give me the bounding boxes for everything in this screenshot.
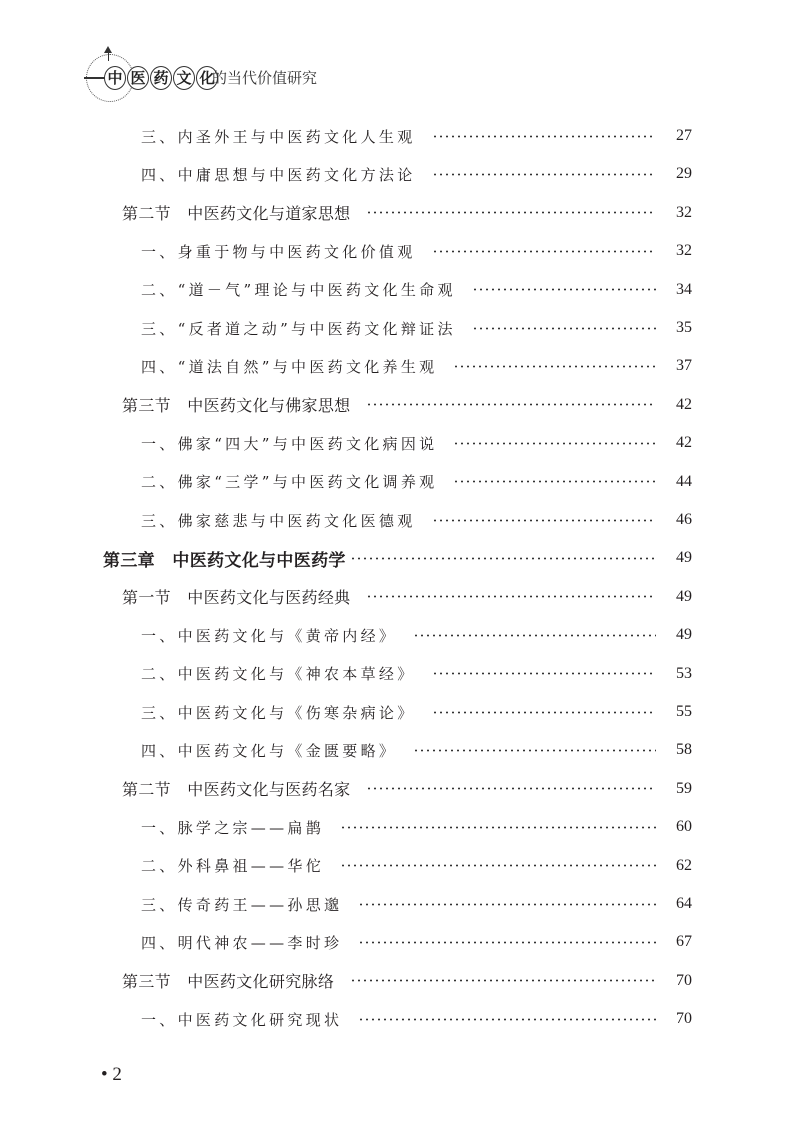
toc-entry-title: 一、脉学之宗——扁鹊 (141, 818, 325, 837)
toc-entry-page: 64 (676, 895, 692, 912)
toc-entry-title: 三、中医药文化与《伤寒杂病论》 (141, 703, 416, 722)
toc-entry-page: 32 (676, 203, 692, 221)
dot-leader (432, 711, 656, 714)
toc-entry-page: 44 (676, 472, 692, 490)
dot-leader (432, 250, 656, 253)
toc-entry-page: 46 (676, 511, 692, 528)
toc-entry-section (122, 579, 692, 615)
book-title-rest: 的当代价值研究 (212, 69, 318, 87)
toc-entry-page: 55 (676, 703, 692, 720)
toc-entry-page: 67 (676, 933, 692, 951)
toc-entry-item (141, 502, 692, 538)
header-rule (84, 77, 106, 79)
title-seal-char: 药 (150, 66, 172, 90)
toc-entry-item (141, 848, 692, 884)
toc-entry-item (141, 886, 692, 922)
toc-entry-title: 四、明代神农——李时珍 (141, 933, 343, 952)
dot-leader (366, 787, 656, 790)
dot-leader (432, 173, 656, 176)
toc-entry-title: 三、内圣外王与中医药文化人生观 (141, 127, 416, 146)
toc-entry-item (141, 656, 692, 692)
dot-leader (453, 480, 656, 483)
toc-entry-title: 二、佛家“三学”与中医药文化调养观 (141, 473, 438, 492)
title-seal-char: 化 (196, 66, 218, 90)
toc-entry-page: 60 (676, 818, 692, 836)
dot-leader (432, 672, 656, 675)
toc-entry-section (122, 195, 692, 231)
toc-entry-title: 一、身重于物与中医药文化价值观 (141, 242, 416, 261)
dot-leader (358, 1018, 656, 1021)
book-title-seals (104, 66, 218, 90)
dot-leader (413, 749, 656, 752)
toc-entry-title: 四、中医药文化与《金匮要略》 (141, 741, 398, 760)
toc-entry-title: 二、外科鼻祖——华佗 (141, 857, 325, 876)
toc-entry-title: 三、“反者道之动”与中医药文化辩证法 (141, 319, 456, 338)
toc-entry-title: 一、中医药文化与《黄帝内经》 (141, 626, 398, 645)
toc-entry-item (141, 425, 692, 461)
dot-leader (340, 864, 656, 867)
dot-leader (366, 211, 656, 214)
toc-entry-page: 29 (676, 165, 692, 183)
toc-entry-page: 42 (676, 395, 692, 413)
dot-leader (366, 595, 656, 598)
toc-entry-page: 53 (676, 664, 692, 682)
toc-entry-item (141, 464, 692, 500)
toc-entry-item (141, 310, 692, 346)
toc-entry-page: 27 (676, 127, 692, 144)
toc-entry-page: 49 (676, 626, 692, 644)
toc-entry-title: 第二节 中医药文化与医药名家 (122, 780, 351, 800)
dot-leader (432, 519, 656, 522)
toc-entry-title: 二、“道－气”理论与中医药文化生命观 (141, 281, 456, 300)
toc-entry-title: 二、中医药文化与《神农本草经》 (141, 665, 416, 684)
page-number: • 2 (101, 1064, 122, 1085)
dot-leader (350, 979, 656, 982)
toc-entry-title: 四、中庸思想与中医药文化方法论 (141, 165, 416, 184)
toc-entry-item (141, 732, 692, 768)
toc-entry-section (122, 963, 692, 999)
toc-entry-title: 三、传奇药王——孙思邈 (141, 895, 343, 914)
toc-entry-page: 58 (676, 741, 692, 759)
dot-leader (350, 557, 656, 560)
toc-entry-page: 34 (676, 280, 692, 298)
toc-entry-title: 第三节 中医药文化研究脉络 (122, 972, 335, 992)
toc-entry-title: 三、佛家慈悲与中医药文化医德观 (141, 511, 416, 530)
toc-entry-page: 70 (676, 971, 692, 989)
toc-entry-page: 49 (676, 587, 692, 605)
dot-leader (453, 365, 656, 368)
toc-entry-page: 42 (676, 434, 692, 452)
toc-entry-page: 37 (676, 357, 692, 375)
toc-entry-page: 59 (676, 779, 692, 797)
toc-entry-item (141, 118, 692, 154)
toc-entry-item (141, 1001, 692, 1037)
toc-entry-title: 一、佛家“四大”与中医药文化病因说 (141, 434, 438, 453)
dot-leader (472, 327, 656, 330)
dot-leader (366, 403, 656, 406)
toc-entry-page: 35 (676, 319, 692, 336)
toc-entry-title: 第三章 中医药文化与中医药学 (103, 550, 346, 571)
toc-entry-item (141, 156, 692, 192)
toc-entry-item (141, 348, 692, 384)
title-seal-char: 中 (104, 66, 126, 90)
toc-entry-title: 一、中医药文化研究现状 (141, 1010, 343, 1029)
toc-entry-title: 四、“道法自然”与中医药文化养生观 (141, 357, 438, 376)
title-seal-char: 医 (127, 66, 149, 90)
dot-leader (453, 442, 656, 445)
toc-entry-section (122, 387, 692, 423)
compass-pointer-icon (104, 46, 112, 53)
title-seal-char: 文 (173, 66, 195, 90)
toc-entry-item (141, 694, 692, 730)
running-header (84, 46, 344, 106)
toc-entry-title: 第三节 中医药文化与佛家思想 (122, 396, 351, 416)
toc-entry-title: 第二节 中医药文化与道家思想 (122, 204, 351, 224)
toc-entry-page: 49 (676, 549, 692, 567)
toc-entry-item (141, 617, 692, 653)
toc-entry-item (141, 924, 692, 960)
dot-leader (358, 903, 656, 906)
toc-entry-item (141, 809, 692, 845)
dot-leader (358, 941, 656, 944)
dot-leader (413, 634, 656, 637)
toc-entry-item (141, 233, 692, 269)
toc-entry-page: 62 (676, 856, 692, 874)
toc-entry-chapter (103, 540, 692, 576)
toc-entry-item (141, 272, 692, 308)
dot-leader (472, 288, 656, 291)
toc-entry-page: 70 (676, 1010, 692, 1028)
toc-entry-section (122, 771, 692, 807)
dot-leader (340, 826, 656, 829)
toc-entry-title: 第一节 中医药文化与医药经典 (122, 588, 351, 608)
toc-entry-page: 32 (676, 242, 692, 260)
dot-leader (432, 135, 656, 138)
